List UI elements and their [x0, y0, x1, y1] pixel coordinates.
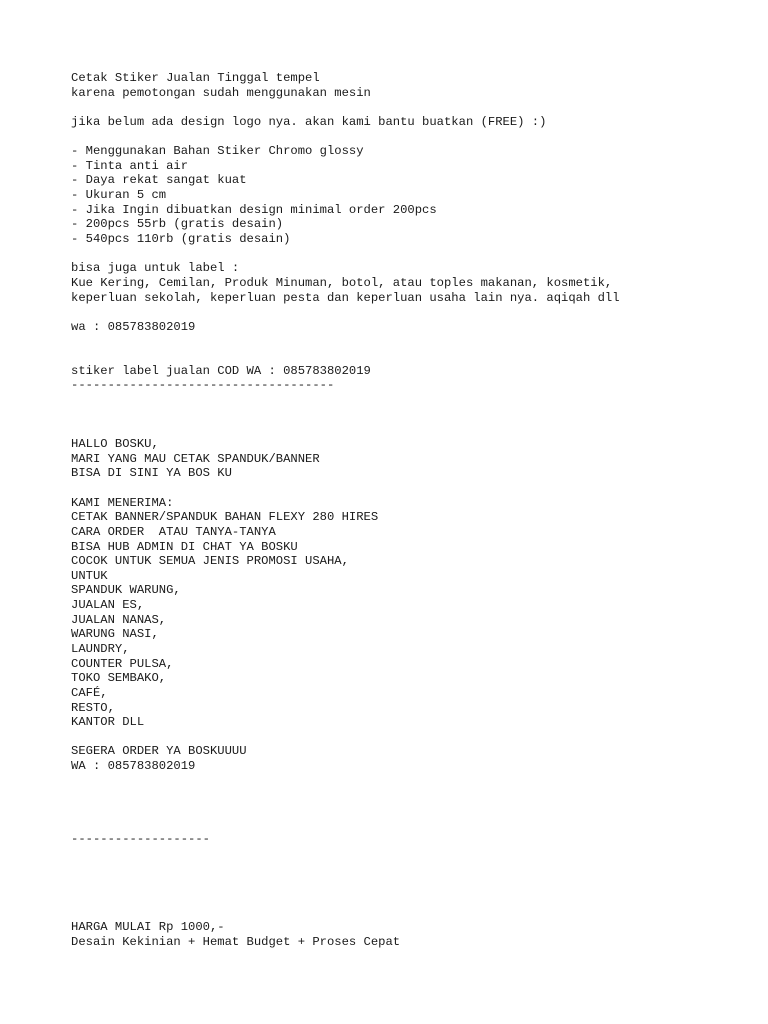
blank-line	[71, 349, 751, 364]
text-line: ------------------------------------	[71, 378, 335, 393]
text-line: JUALAN ES,	[71, 598, 145, 613]
blank-line	[71, 393, 751, 408]
blank-line	[71, 247, 751, 262]
text-line: JUALAN NANAS,	[71, 612, 167, 627]
text-line: WA : 085783802019	[71, 759, 196, 774]
document-page	[71, 71, 751, 949]
text-line: - Daya rekat sangat kuat	[71, 173, 247, 188]
text-line: KANTOR DLL	[71, 715, 145, 730]
text-line: - 540pcs 110rb (gratis desain)	[71, 232, 291, 247]
text-line: Cetak Stiker Jualan Tinggal tempel	[71, 71, 320, 85]
text-line: - Ukuran 5 cm	[71, 188, 167, 203]
text-line: - Jika Ingin dibuatkan design minimal order 200pcs	[71, 202, 437, 217]
text-line: BISA DI SINI YA BOS KU	[71, 466, 232, 481]
blank-line	[71, 847, 751, 862]
text-line: Desain Kekinian + Hemat Budget + Proses Cepat	[71, 934, 401, 949]
blank-line	[71, 774, 751, 789]
text-line: WARUNG NASI,	[71, 627, 159, 642]
text-line: COCOK UNTUK SEMUA JENIS PROMOSI USAHA,	[71, 554, 349, 569]
blank-line	[71, 730, 751, 745]
text-line: keperluan sekolah, keperluan pesta dan keperluan usaha lain nya. aqiqah dll	[71, 290, 620, 305]
text-line: SPANDUK WARUNG,	[71, 583, 181, 598]
text-line: SEGERA ORDER YA BOSKUUUU	[71, 744, 247, 759]
text-line: jika belum ada design logo nya. akan kami bantu buatkan (FREE) :)	[71, 114, 547, 129]
blank-line	[71, 408, 751, 423]
blank-line	[71, 876, 751, 891]
blank-line	[71, 481, 751, 496]
blank-line	[71, 422, 751, 437]
text-line: CAFÉ,	[71, 685, 108, 700]
text-line: CARA ORDER ATAU TANYA-TANYA	[71, 524, 276, 539]
text-line: karena pemotongan sudah menggunakan mesin	[71, 85, 371, 100]
text-line: wa : 085783802019	[71, 319, 196, 334]
blank-line	[71, 335, 751, 350]
text-line: - Tinta anti air	[71, 158, 189, 173]
text-line: MARI YANG MAU CETAK SPANDUK/BANNER	[71, 451, 320, 466]
text-line: LAUNDRY,	[71, 641, 130, 656]
text-line: Kue Kering, Cemilan, Produk Minuman, botol, atau toples makanan, kosmetik,	[71, 275, 613, 290]
blank-line	[71, 891, 751, 906]
text-line: - Menggunakan Bahan Stiker Chromo glossy	[71, 144, 364, 159]
blank-line	[71, 788, 751, 803]
text-line: bisa juga untuk label :	[71, 261, 240, 276]
text-line: KAMI MENERIMA:	[71, 495, 174, 510]
blank-line	[71, 906, 751, 921]
text-line: TOKO SEMBAKO,	[71, 671, 167, 686]
blank-line	[71, 803, 751, 818]
text-line: - 200pcs 55rb (gratis desain)	[71, 217, 284, 232]
text-line: HARGA MULAI Rp 1000,-	[71, 920, 225, 935]
text-line: CETAK BANNER/SPANDUK BAHAN FLEXY 280 HIRES	[71, 510, 379, 525]
text-line: -------------------	[71, 832, 210, 847]
text-line: RESTO,	[71, 700, 115, 715]
blank-line	[71, 818, 751, 833]
blank-line	[71, 130, 751, 145]
text-line: UNTUK	[71, 568, 108, 583]
blank-line	[71, 305, 751, 320]
blank-line	[71, 862, 751, 877]
text-line: stiker label jualan COD WA : 085783802019	[71, 363, 371, 378]
text-line: BISA HUB ADMIN DI CHAT YA BOSKU	[71, 539, 298, 554]
blank-line	[71, 100, 751, 115]
text-line: HALLO BOSKU,	[71, 437, 159, 452]
text-line: COUNTER PULSA,	[71, 656, 174, 671]
